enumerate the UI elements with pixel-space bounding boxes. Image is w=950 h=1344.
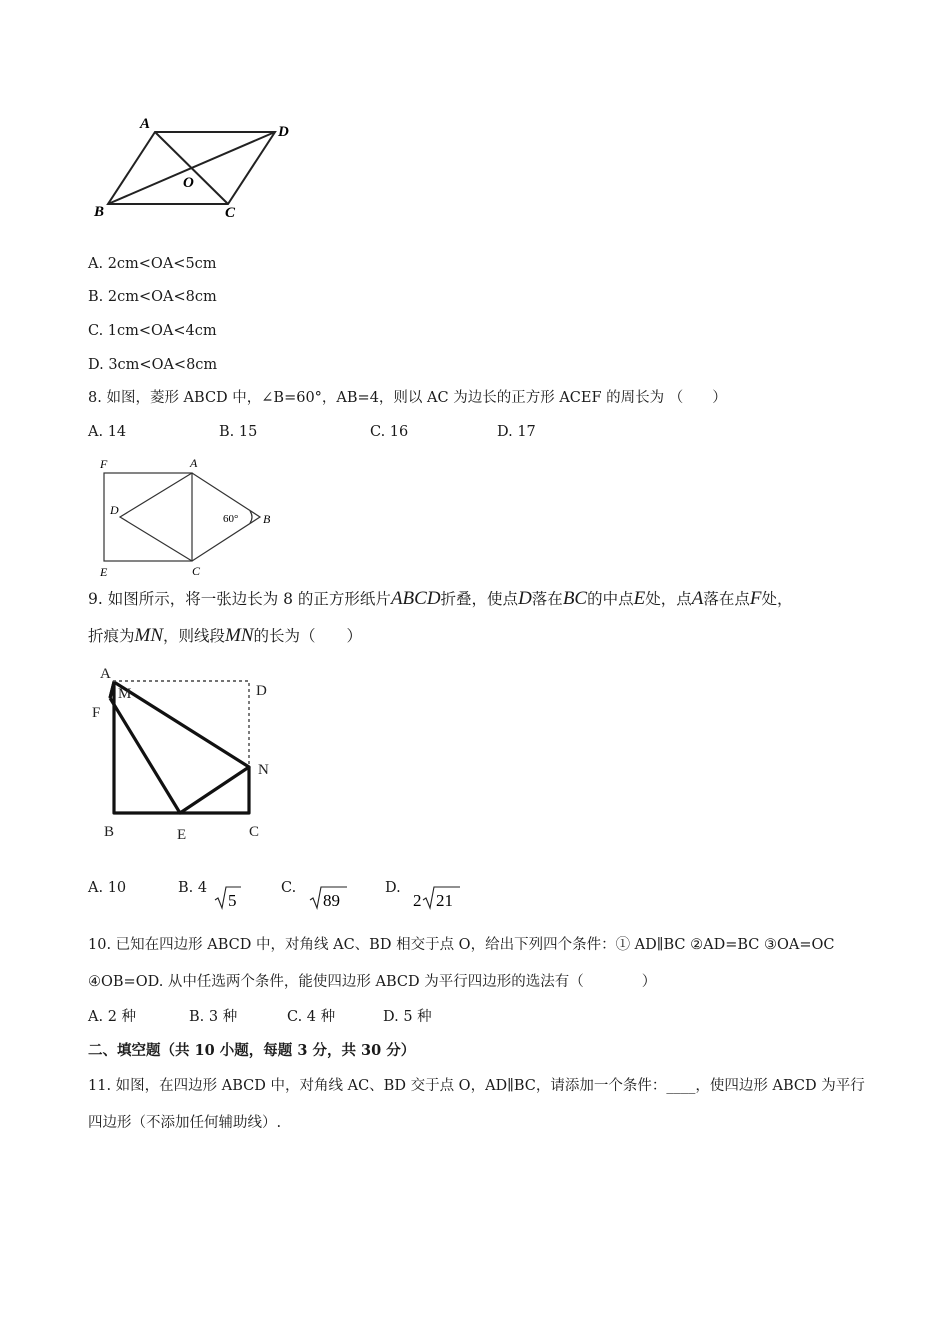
q11-stem-line-1: 11. 如图，在四边形 ABCD 中，对角线 AC、BD 交于点 O，AD∥BC，请添加一个条件：____，使四边形 ABCD 为平行: [88, 1078, 865, 1094]
svg-text:2: 2: [413, 891, 422, 910]
q7-option-b: B. 2cm<OA<8cm: [88, 289, 217, 305]
label-d: D: [278, 124, 289, 140]
label-n: N: [258, 762, 269, 778]
svg-text:21: 21: [436, 891, 453, 910]
svg-text:5: 5: [228, 891, 237, 910]
label-c: C: [192, 564, 201, 578]
label-e: E: [100, 565, 108, 579]
label-f: F: [100, 457, 108, 471]
q8-option-d: D. 17: [497, 424, 536, 440]
label-f: F: [92, 705, 101, 721]
label-e: E: [177, 827, 187, 843]
svg-text:89: 89: [323, 891, 340, 910]
q9-option-d-sqrt: [412, 884, 462, 910]
q9-option-c: C.: [281, 880, 297, 896]
label-m: M: [118, 686, 132, 702]
label-c: C: [225, 205, 236, 221]
label-a: A: [140, 116, 151, 132]
q9-option-a: A. 10: [88, 880, 127, 896]
q7-option-c: C. 1cm<OA<4cm: [88, 323, 217, 339]
q11-stem-line-2: 四边形（不添加任何辅助线）.: [88, 1115, 282, 1131]
q9-stem-line-2: 折痕为MN，则线段MN的长为（ ）: [88, 625, 363, 646]
label-c: C: [249, 824, 260, 840]
q7-option-d: D. 3cm<OA<8cm: [88, 357, 218, 373]
q9-option-c-sqrt: [309, 884, 349, 910]
q10-option-c: C. 4 种: [287, 1009, 336, 1025]
q8-option-c: C. 16: [370, 424, 409, 440]
label-d: D: [256, 683, 267, 699]
q9-option-b-sqrt: [214, 884, 242, 910]
q7-option-a: A. 2cm<OA<5cm: [88, 256, 217, 272]
angle-label: 60°: [223, 513, 239, 525]
q10-option-b: B. 3 种: [189, 1009, 238, 1025]
q10-stem-line-1: 10. 已知在四边形 ABCD 中，对角线 AC、BD 相交于点 O，给出下列四个条件：① AD∥BC ②AD=BC ③OA=OC: [88, 937, 835, 953]
figure-square-and-rhombus: [90, 452, 290, 580]
label-b: B: [94, 204, 105, 220]
q10-option-a: A. 2 种: [88, 1009, 137, 1025]
section-heading-fill-in: 二、填空题（共 10 小题，每题 3 分，共 30 分）: [88, 1042, 416, 1059]
q9-option-b: B. 4: [178, 880, 208, 896]
figure-folded-square: [88, 660, 288, 848]
figure-parallelogram-abcd: [80, 105, 320, 225]
label-d: D: [110, 503, 119, 517]
q8-option-a: A. 14: [88, 424, 127, 440]
label-a: A: [100, 666, 111, 682]
label-a: A: [190, 456, 198, 470]
label-b: B: [263, 512, 271, 526]
q10-stem-line-2: ④OB=OD. 从中任选两个条件，能使四边形 ABCD 为平行四边形的选法有（ ）: [88, 974, 657, 990]
q8-option-b: B. 15: [219, 424, 258, 440]
label-o: O: [183, 175, 194, 191]
q9-stem-line-1: 9. 如图所示，将一张边长为 8 的正方形纸片ABCD折叠，使点D落在BC的中点E处，点A落在点F处，: [88, 588, 793, 609]
q8-stem: 8. 如图，菱形 ABCD 中，∠B=60°，AB=4，则以 AC 为边长的正方形 ACEF 的周长为 （ ）: [88, 390, 727, 406]
label-b: B: [104, 824, 115, 840]
q10-option-d: D. 5 种: [383, 1009, 432, 1025]
q9-option-d: D.: [385, 880, 401, 896]
